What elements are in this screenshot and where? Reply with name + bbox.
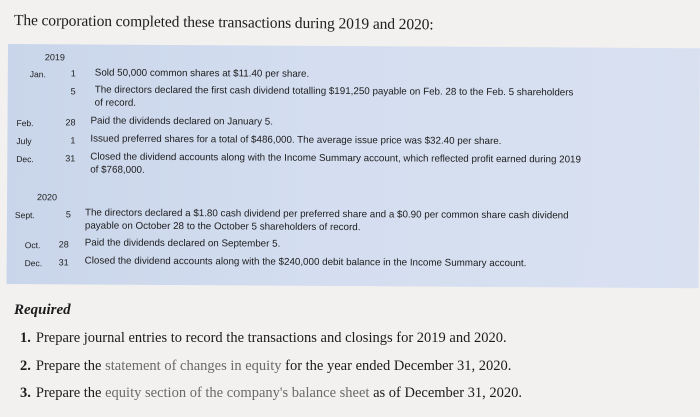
task-text-faint: equity section of the company's balance sheet bbox=[105, 385, 370, 401]
entry-day: 31 bbox=[65, 153, 76, 164]
entry-day: 5 bbox=[65, 209, 71, 220]
transactions-panel bbox=[7, 44, 700, 288]
entry-text: Paid the dividends declared on September 5. bbox=[84, 237, 281, 250]
entry-month: Feb. bbox=[16, 118, 34, 129]
task-text: Prepare the bbox=[35, 358, 102, 374]
task-text: Prepare journal entries to record the transactions and closings for 2019 and 2020. bbox=[35, 330, 507, 346]
entry-day: 5 bbox=[70, 86, 76, 97]
entry-month: Oct. bbox=[24, 240, 41, 251]
task-number: 3. bbox=[20, 385, 31, 401]
task-number: 1. bbox=[20, 330, 31, 346]
entry-text: The directors declared a $1.80 cash dividend per preferred share and a $0.90 per common share cash dividend bbox=[84, 207, 569, 222]
task-text: Prepare the bbox=[35, 385, 102, 401]
entry-month: July bbox=[16, 136, 32, 147]
task-text: for the year ended December 31, 2020. bbox=[285, 358, 512, 374]
entry-text-cont: of record. bbox=[94, 97, 137, 109]
year-2020: 2020 bbox=[37, 192, 58, 203]
entry-day: 1 bbox=[70, 68, 76, 79]
task-item bbox=[20, 330, 507, 347]
task-item bbox=[20, 385, 522, 402]
task-text-faint: statement of changes in equity bbox=[105, 358, 282, 374]
task-text: as of December 31, 2020. bbox=[373, 385, 523, 401]
required-label: Required bbox=[14, 302, 71, 318]
entry-text-cont: payable on October 28 to the October 5 shareholders of record. bbox=[84, 220, 361, 234]
entry-text: Sold 50,000 common shares at $11.40 per share. bbox=[94, 67, 310, 80]
entry-day: 31 bbox=[58, 257, 69, 268]
entry-month: Dec. bbox=[16, 154, 34, 165]
entry-text: Paid the dividends declared on January 5. bbox=[90, 115, 274, 128]
entry-text: The directors declared the first cash dividend totalling $191,250 payable on Feb. 28 to the Feb. 5 shareholders bbox=[94, 84, 574, 99]
entry-text-cont: of $768,000. bbox=[90, 164, 145, 176]
entry-day: 1 bbox=[70, 135, 76, 146]
entry-month: Dec. bbox=[24, 258, 43, 269]
entry-text: Closed the dividend accounts along with the Income Summary account, which reflected profit earned during 2019 bbox=[90, 151, 582, 166]
entry-text: Issued preferred shares for a total of $486,000. The average issue price was $32.40 per share. bbox=[90, 133, 502, 148]
entry-text: Closed the dividend accounts along with the $240,000 debit balance in the Income Summary account. bbox=[84, 255, 527, 270]
task-number: 2. bbox=[20, 358, 31, 374]
year-2019: 2019 bbox=[44, 52, 65, 63]
task-item bbox=[20, 358, 511, 375]
entry-day: 28 bbox=[65, 117, 76, 128]
entry-month: Jan. bbox=[29, 69, 46, 80]
entry-month: Sept. bbox=[14, 210, 35, 221]
entry-day: 28 bbox=[58, 239, 69, 250]
page-heading: The corporation completed these transactions during 2019 and 2020: bbox=[13, 12, 434, 34]
